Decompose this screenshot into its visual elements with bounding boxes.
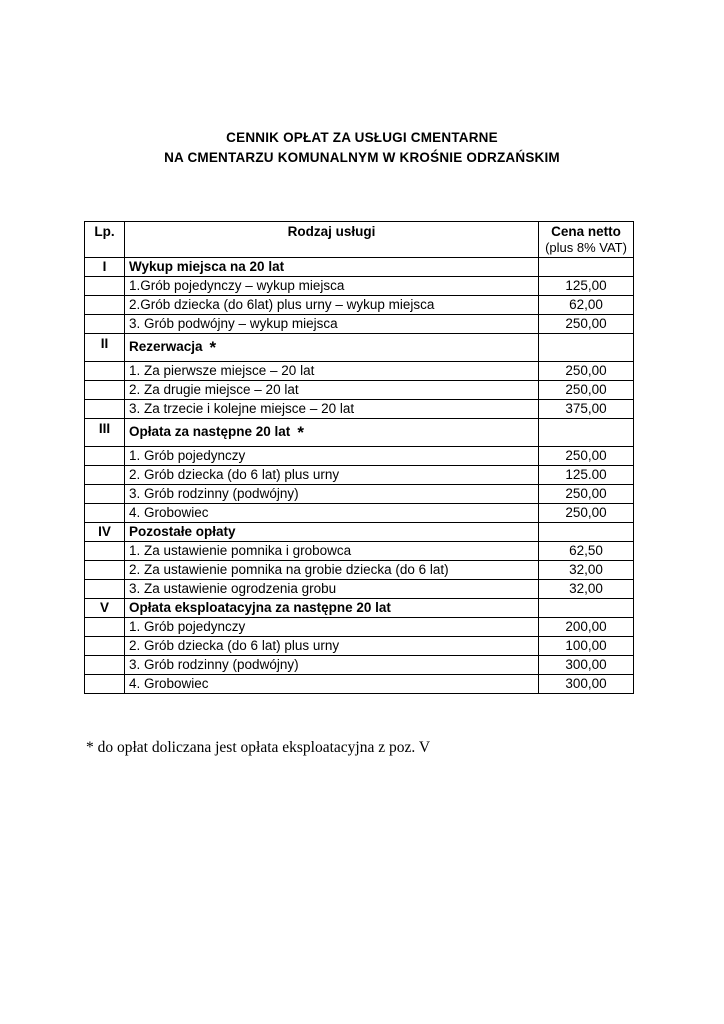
row-service: 1. Grób pojedynczy [125, 618, 539, 637]
row-lp [85, 656, 125, 675]
row-price [539, 419, 634, 447]
row-price: 62,50 [539, 542, 634, 561]
table-row [85, 618, 634, 637]
row-service: 1.Grób pojedynczy – wykup miejsca [125, 277, 539, 296]
table-row [85, 542, 634, 561]
table-row [85, 381, 634, 400]
row-lp [85, 637, 125, 656]
title-line-1: CENNIK OPŁAT ZA USŁUGI CMENTARNE [226, 130, 498, 145]
row-service: 1. Grób pojedynczy [125, 447, 539, 466]
row-price [539, 599, 634, 618]
header-price-line2: (plus 8% VAT) [545, 240, 627, 255]
title-line-2: NA CMENTARZU KOMUNALNYM W KROŚNIE ODRZAŃSKIM [164, 150, 560, 165]
row-service: 1. Za pierwsze miejsce – 20 lat [125, 362, 539, 381]
table-row [85, 656, 634, 675]
row-service: 2. Za drugie miejsce – 20 lat [125, 381, 539, 400]
row-lp [85, 485, 125, 504]
row-lp [85, 362, 125, 381]
table-row [85, 637, 634, 656]
row-lp [85, 542, 125, 561]
row-service: 2. Grób dziecka (do 6 lat) plus urny [125, 466, 539, 485]
row-service: Opłata eksploatacyjna za następne 20 lat [125, 599, 539, 618]
row-price: 300,00 [539, 656, 634, 675]
row-lp [85, 466, 125, 485]
row-price: 100,00 [539, 637, 634, 656]
row-service: Wykup miejsca na 20 lat [125, 258, 539, 277]
row-service: 2.Grób dziecka (do 6lat) plus urny – wykup miejsca [125, 296, 539, 315]
price-table [84, 221, 634, 694]
row-lp [85, 580, 125, 599]
row-lp [85, 618, 125, 637]
table-row [85, 504, 634, 523]
row-price: 250,00 [539, 485, 634, 504]
row-price: 125,00 [539, 277, 634, 296]
row-price: 300,00 [539, 675, 634, 694]
row-lp [85, 381, 125, 400]
row-price: 125.00 [539, 466, 634, 485]
row-lp: II [85, 334, 125, 362]
row-lp [85, 296, 125, 315]
row-service: Opłata za następne 20 lat * [125, 419, 539, 447]
row-service: 4. Grobowiec [125, 675, 539, 694]
section-asterisk: * [209, 338, 217, 357]
row-price: 32,00 [539, 580, 634, 599]
row-service: 3. Za trzecie i kolejne miejsce – 20 lat [125, 400, 539, 419]
table-row [85, 334, 634, 362]
row-price: 200,00 [539, 618, 634, 637]
document-title [0, 0, 724, 168]
row-price: 250,00 [539, 362, 634, 381]
row-price: 250,00 [539, 504, 634, 523]
section-asterisk: * [297, 423, 304, 442]
row-lp [85, 504, 125, 523]
row-service: 1. Za ustawienie pomnika i grobowca [125, 542, 539, 561]
table-row [85, 296, 634, 315]
table-row [85, 315, 634, 334]
table-row [85, 561, 634, 580]
row-price [539, 334, 634, 362]
table-row [85, 523, 634, 542]
table-row [85, 258, 634, 277]
row-service: 2. Za ustawienie pomnika na grobie dziecka (do 6 lat) [125, 561, 539, 580]
table-row [85, 447, 634, 466]
row-lp [85, 400, 125, 419]
row-price: 250,00 [539, 447, 634, 466]
table-row [85, 362, 634, 381]
row-service: 3. Grób podwójny – wykup miejsca [125, 315, 539, 334]
price-table-body [85, 258, 634, 694]
footnote: * do opłat doliczana jest opłata eksploatacyjna z poz. V [86, 739, 431, 756]
row-service: 4. Grobowiec [125, 504, 539, 523]
row-lp [85, 447, 125, 466]
row-price [539, 258, 634, 277]
row-service: Rezerwacja * [125, 334, 539, 362]
row-lp [85, 561, 125, 580]
row-lp: IV [85, 523, 125, 542]
row-lp: V [85, 599, 125, 618]
row-lp [85, 277, 125, 296]
row-service: Pozostałe opłaty [125, 523, 539, 542]
row-lp [85, 315, 125, 334]
row-service: 3. Za ustawienie ogrodzenia grobu [125, 580, 539, 599]
row-price: 375,00 [539, 400, 634, 419]
row-price: 62,00 [539, 296, 634, 315]
header-service: Rodzaj usługi [125, 222, 539, 258]
header-price-line1: Cena netto [551, 224, 621, 239]
table-row [85, 466, 634, 485]
row-price: 250,00 [539, 381, 634, 400]
table-row [85, 419, 634, 447]
table-row [85, 400, 634, 419]
table-row [85, 277, 634, 296]
header-lp: Lp. [85, 222, 125, 258]
table-row [85, 485, 634, 504]
table-row [85, 580, 634, 599]
table-row [85, 675, 634, 694]
row-price: 250,00 [539, 315, 634, 334]
row-price [539, 523, 634, 542]
row-lp: III [85, 419, 125, 447]
table-header-row [85, 222, 634, 258]
header-price [539, 222, 634, 258]
row-service: 3. Grób rodzinny (podwójny) [125, 485, 539, 504]
row-service: 2. Grób dziecka (do 6 lat) plus urny [125, 637, 539, 656]
row-lp [85, 675, 125, 694]
row-lp: I [85, 258, 125, 277]
row-service: 3. Grób rodzinny (podwójny) [125, 656, 539, 675]
row-price: 32,00 [539, 561, 634, 580]
table-row [85, 599, 634, 618]
